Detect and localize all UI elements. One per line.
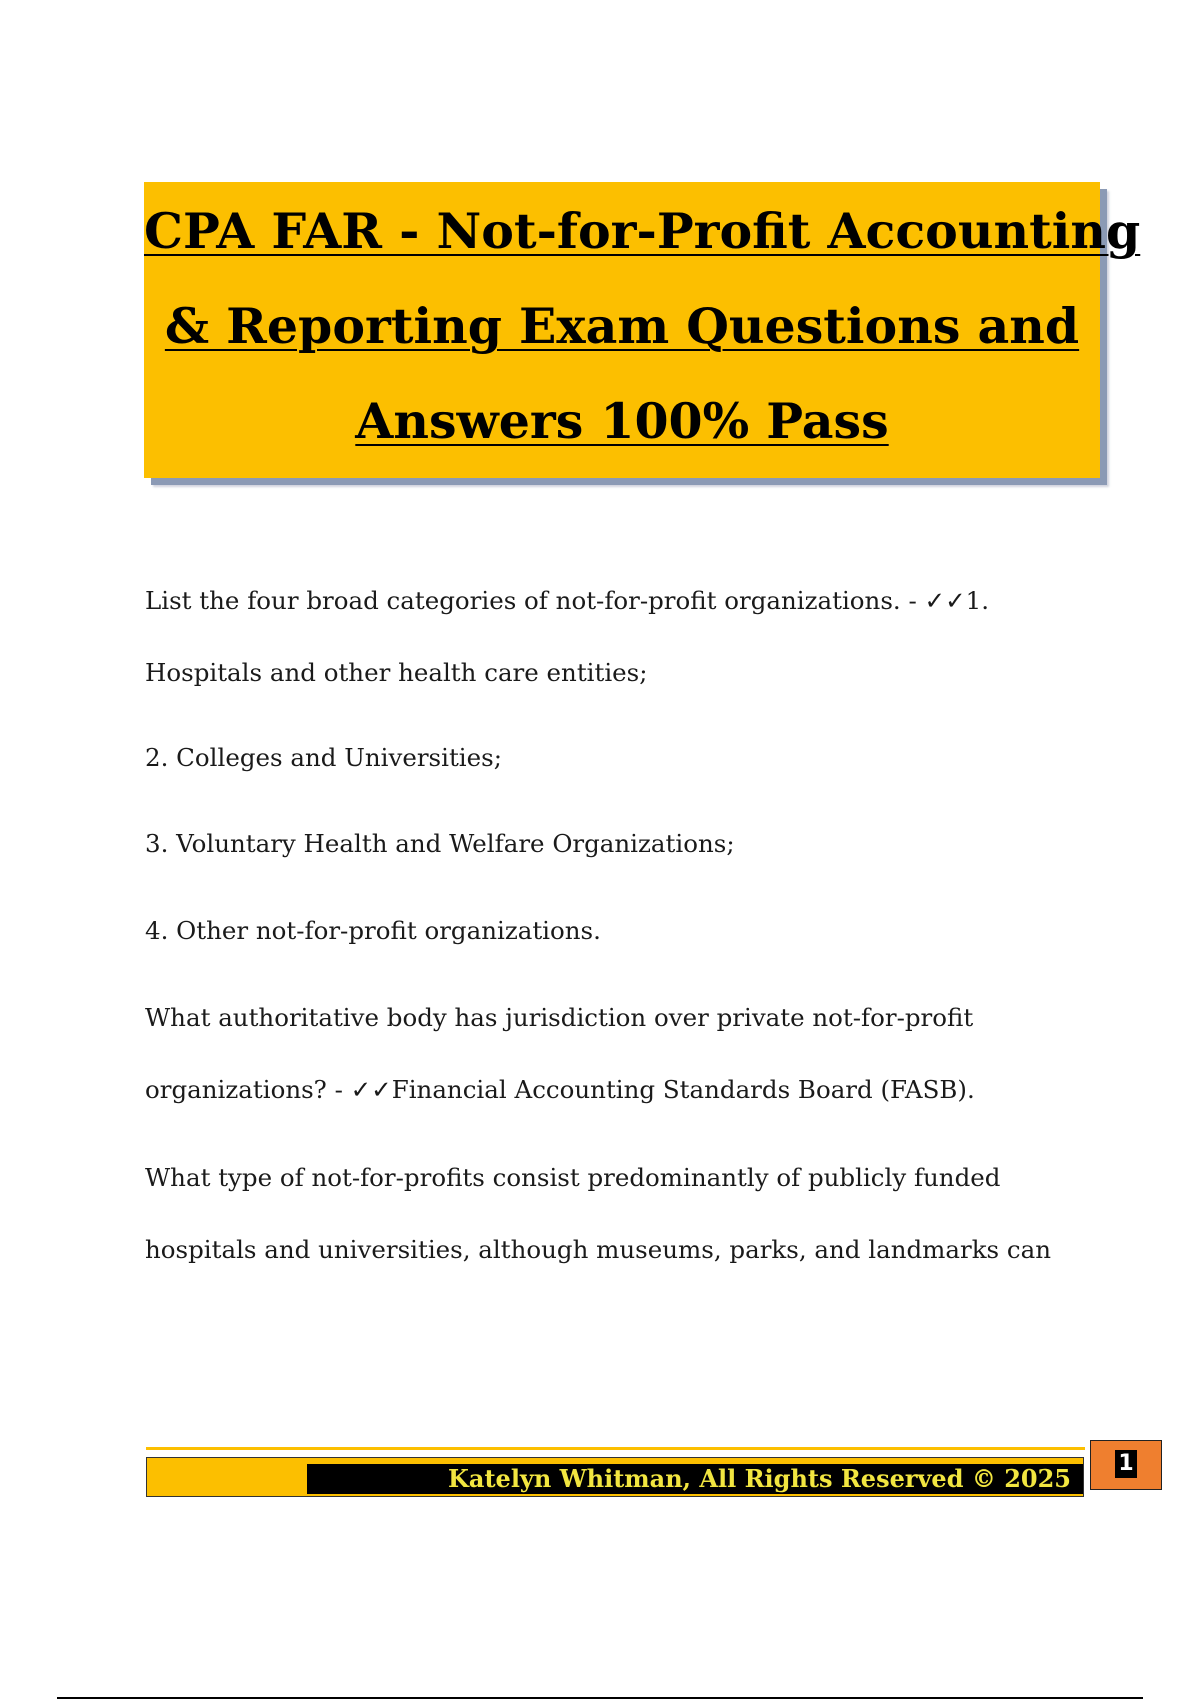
question-1-line: List the four broad categories of not-for-profit organizations. - ✓✓1. [145,586,989,615]
answer-1-item-2: 2. Colleges and Universities; [145,743,502,772]
answer-1-line: Hospitals and other health care entities; [145,658,648,687]
answer-1-item-3: 3. Voluntary Health and Welfare Organizations; [145,829,735,858]
page-bottom-rule [57,1697,1143,1699]
question-3-line-2: hospitals and universities, although museums, parks, and landmarks can [145,1235,1052,1264]
title-line-2: & Reporting Exam Questions and [164,297,1080,355]
answer-1-item-4: 4. Other not-for-profit organizations. [145,916,601,945]
title-line-3: Answers 100% Pass [355,392,889,450]
question-2-line: What authoritative body has jurisdiction over private not-for-profit [145,1003,974,1032]
footer-bar [146,1457,1084,1497]
answer-2-line: organizations? - ✓✓Financial Accounting Standards Board (FASB). [145,1075,975,1104]
page-number-badge [1090,1440,1162,1490]
title-line-1: CPA FAR - Not-for-Profit Accounting [144,202,1141,260]
page-number: 1 [1115,1450,1136,1478]
footer-copyright: Katelyn Whitman, All Rights Reserved © 2025 [448,1464,1071,1493]
title-banner [144,182,1141,478]
footer-copyright-band [307,1464,1083,1494]
footer-divider [146,1447,1085,1450]
question-3-line-1: What type of not-for-profits consist predominantly of publicly funded [145,1163,1001,1192]
